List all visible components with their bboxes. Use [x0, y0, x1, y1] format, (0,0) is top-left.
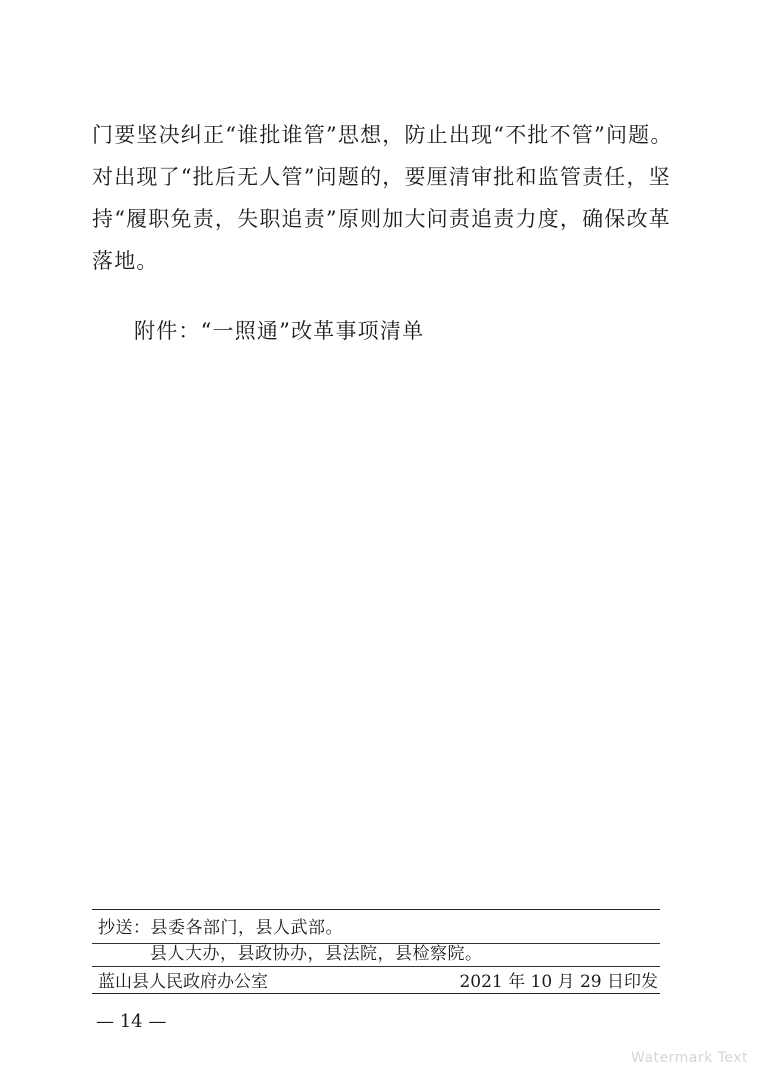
issue-date: 2021 年 10 月 29 日印发 — [459, 972, 658, 992]
watermark-text: Watermark Text — [631, 1050, 748, 1066]
cc-line-1: 抄送：县委各部门，县人武部。 — [98, 918, 343, 938]
cc-line-2: 县人大办，县政协办，县法院，县检察院。 — [150, 944, 483, 964]
page-number: — 14 — — [96, 1011, 167, 1032]
body-paragraph — [92, 114, 672, 282]
issuer-row — [98, 970, 658, 994]
paragraph-line-4: 落地。 — [92, 249, 159, 273]
paragraph-line-1: 门要坚决纠正“谁批谁管”思想，防止出现“不批不管”问题。 — [92, 123, 673, 147]
footer-top-rule — [92, 909, 660, 910]
footer-issuer-rule — [92, 966, 660, 967]
issuer-name: 蓝山县人民政府办公室 — [98, 972, 268, 992]
paragraph-line-2: 对出现了“批后无人管”问题的，要厘清审批和监管责任，坚 — [92, 165, 671, 189]
paragraph-line-3: 持“履职免责，失职追责”原则加大问责追责力度，确保改革 — [92, 207, 671, 231]
footer-bottom-rule — [92, 993, 660, 994]
attachment-line: 附件：“一照通”改革事项清单 — [134, 319, 425, 343]
